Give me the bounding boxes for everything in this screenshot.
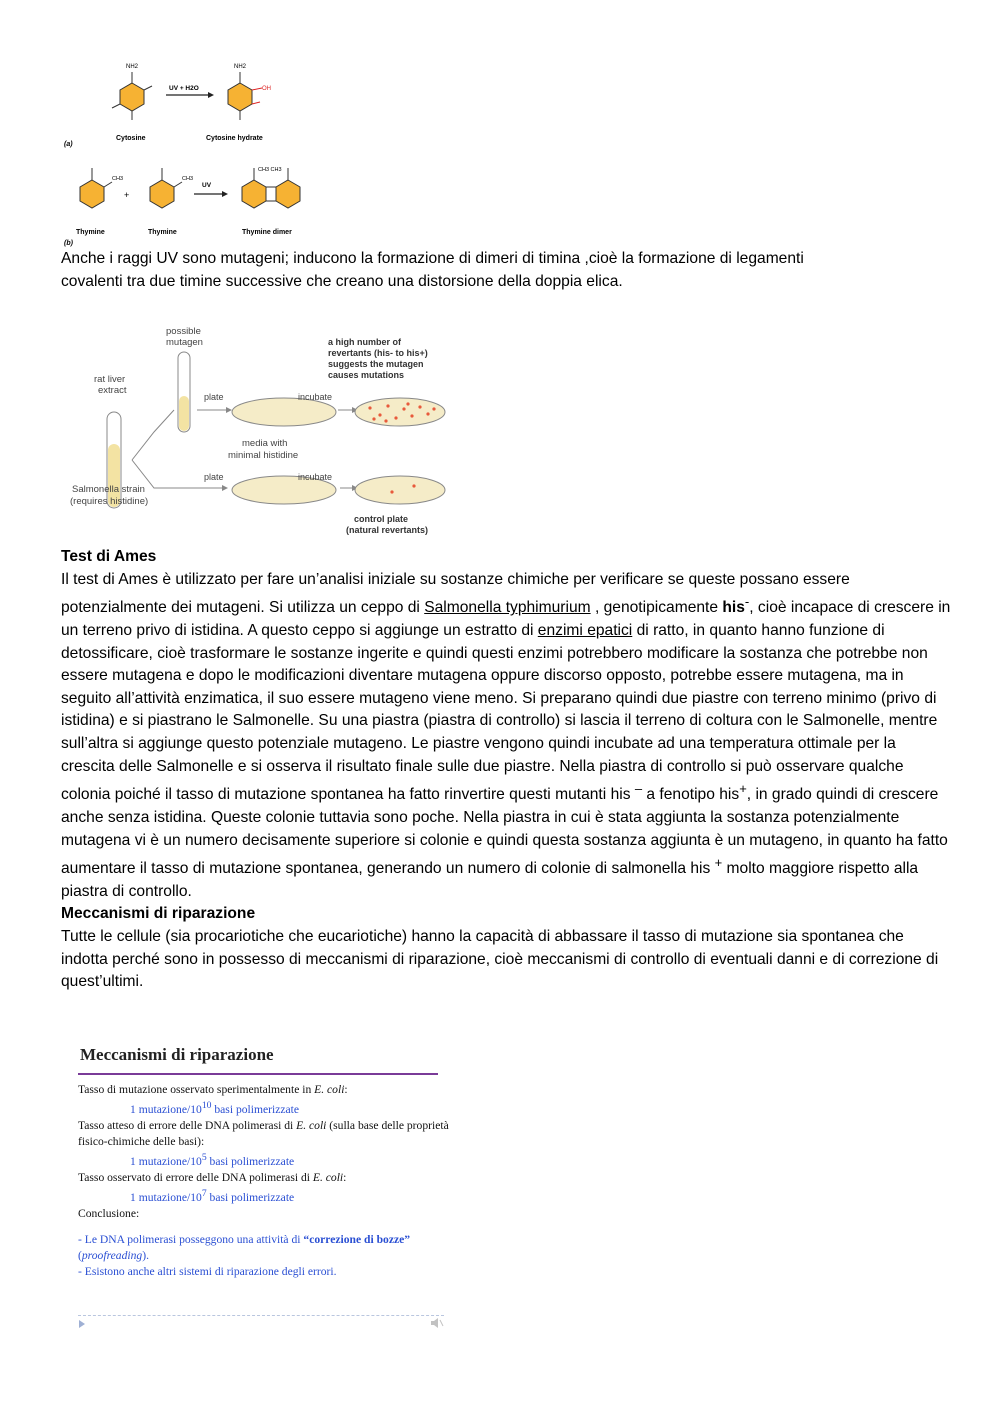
slide-divider [78, 1073, 438, 1075]
ames-text-7: molto maggiore rispetto alla piastra di controllo. [61, 860, 919, 900]
value-text: 1 mutazione/10 [130, 1154, 202, 1168]
high-number-line-2: revertants (his- to his+) [328, 348, 428, 358]
exponent: 7 [201, 1187, 207, 1199]
rat-liver-label: rat liver [94, 374, 126, 385]
salmonella-link: Salmonella typhimurium [424, 599, 591, 617]
value-unit: basi polimerizzate [211, 1102, 300, 1116]
uv-label: UV [202, 182, 212, 189]
slide-title: Meccanismi di riparazione [80, 1045, 274, 1064]
slide-line-3 [78, 1170, 450, 1186]
ch3-label-2: CH3 [182, 176, 194, 182]
slide-footer [78, 1315, 444, 1316]
his-genotype: his [722, 599, 745, 617]
extract-label: extract [98, 385, 127, 396]
slide-text: Tasso di mutazione osservato sperimentalmente in [78, 1083, 315, 1096]
ames-test-figure [62, 320, 452, 540]
thymine-molecule-1 [80, 168, 123, 208]
uv-paragraph-line-2: covalenti tra due timine successive che creano una distorsione della doppia elica. [61, 272, 623, 290]
ecoli-label: E. coli [296, 1118, 327, 1132]
panel-a-label: (a) [64, 141, 73, 148]
plate-top-media [232, 398, 336, 426]
ames-text-2: , genotipicamente [590, 599, 723, 617]
slide-conclusion: Conclusione: [78, 1206, 140, 1220]
high-number-line-1: a high number of [328, 337, 401, 347]
slide-text: Tasso osservato di errore delle DNA polimerasi di [78, 1170, 313, 1184]
repair-paragraph: Tutte le cellule (sia procariotiche che eucariotiche) hanno la capacità di abbassare il tasso di mutazione sia spontanea che indotta perché sono in possesso di meccanismi di riparazione, cioè meccanismi di controllo di eventuali danni e di correzione di quest’ultimi. [61, 928, 939, 991]
thymine-label-2: Thymine [148, 229, 177, 236]
ecoli-label: E. coli [314, 1083, 345, 1096]
uv-damage-figure [58, 58, 338, 250]
his-minus-sup-2: – [634, 781, 643, 797]
incubate-label-top: incubate [298, 392, 333, 402]
slide-value-3 [78, 1186, 450, 1206]
uv-h2o-label: UV + H2O [169, 85, 199, 92]
possible-label: possible [166, 326, 201, 337]
requires-histidine-label: (requires histidine) [70, 496, 149, 507]
ames-heading: Test di Ames [61, 548, 157, 565]
cytosine-molecule [112, 64, 152, 120]
plate-label-top: plate [204, 392, 224, 402]
ch3-label-1: CH3 [112, 176, 124, 182]
ames-section [61, 546, 951, 994]
ames-text-5: a fenotipo his [642, 786, 740, 804]
slide-text: (sulla base delle proprietà fisico-chimiche delle basi): [78, 1118, 449, 1148]
play-icon[interactable] [78, 1319, 86, 1329]
thymine-dimer-molecule [242, 167, 300, 208]
enzimi-epatici: enzimi epatici [537, 621, 633, 639]
ecoli-label: E. coli [312, 1170, 344, 1184]
speaker-icon[interactable] [430, 1317, 444, 1329]
value-unit: basi polimerizzate [206, 1154, 295, 1168]
natural-revertants-label: (natural revertants) [346, 525, 429, 535]
test-plate [355, 398, 445, 426]
control-plate-label: control plate [354, 514, 409, 524]
mutagen-label: mutagen [166, 337, 203, 348]
ames-text-4: di ratto, in quanto hanno funzione di detossificare, cioè trasformare le sostanze ingerite e quindi questi enzimi potrebbero modificare la sostanza che potrebbe non essere mutagena e dopo le modificazioni diventare mutagena oppure discorso opposto, potrebbe essere mutagena, ma in seguito all’attività enzimatica, il suo essere mutageno viene meno. Si preparano quindi due piastre con terreno minimo (privo di istidina) e si piastrano le Salmonelle. Su una piastra (piastra di controllo) si lascia il terreno di coltura con le Salmonelle, mentre sull’altra si aggiunge questo potenziale mutageno. Le piastre vengono quindi incubate ad una temperatura ottimale per la crescita delle Salmonelle e si osserva il risultato finale sulle due piastre. Nella piastra di controllo si può osservare qualche colonia poiché il tasso di mutazione spontanea ha fatto rinvertire questi mutanti his [61, 621, 938, 804]
incubate-label-bottom: incubate [298, 472, 333, 482]
slide-line-2 [78, 1118, 450, 1150]
bullet-italic: proofreading [81, 1248, 143, 1262]
cytosine-label: Cytosine [116, 135, 146, 142]
slide-value-2 [78, 1150, 450, 1170]
thymine-label-1: Thymine [76, 229, 105, 236]
cytosine-hydrate-label: Cytosine hydrate [206, 135, 263, 142]
slide-value-1 [78, 1098, 450, 1118]
uv-paragraph-line-1: Anche i raggi UV sono mutageni; inducono la formazione di dimeri di timina ,cioè la formazione di legamenti [61, 250, 804, 267]
his-plus-sup: + [739, 781, 747, 797]
ames-text-1: Il test di Ames è utilizzato per fare un’analisi iniziale su sostanze chimiche per verificare se queste possano essere potenzialmente dei mutageni. Si utilizza un ceppo di [61, 570, 850, 617]
plate-label-bottom: plate [204, 472, 224, 482]
slide-body [78, 1082, 450, 1280]
value-text: 1 mutazione/10 [130, 1190, 202, 1204]
strain-label: Salmonella strain [72, 484, 145, 495]
bullet-text: - Le DNA polimerasi posseggono una attività di [78, 1232, 304, 1246]
nh2-label: NH2 [126, 64, 139, 70]
slide-bullet-1 [78, 1232, 450, 1264]
bullet-text: ). [142, 1248, 149, 1262]
value-text: 1 mutazione/10 [130, 1102, 202, 1116]
ames-text-6: , in grado quindi di crescere anche senza istidina. Queste colonie tuttavia sono poche. Nella piastra in cui è stata aggiunta la sostanza potenzialmente mutagena vi è un numero decisamente superiore si colonie e quindi questa sostanza aggiunta è un mutageno, in quanto ha fatto aumentare il tasso di mutazione spontanea, generando un numero di colonie di salmonella his [61, 786, 948, 878]
exponent: 10 [201, 1100, 212, 1111]
high-number-line-4: causes mutations [328, 370, 405, 380]
slide-line-1 [78, 1082, 450, 1098]
panel-b-label: (b) [64, 240, 73, 247]
media-label: media with [242, 438, 288, 449]
plus-sign: + [124, 190, 130, 200]
exponent: 5 [201, 1151, 207, 1163]
ames-paragraph [61, 569, 951, 904]
cytosine-hydrate-molecule [228, 64, 271, 120]
ch3-pair-label: CH3 CH3 [258, 167, 282, 173]
repair-slide [68, 1035, 450, 1331]
minimal-histidine-label: minimal histidine [228, 450, 299, 461]
his-plus-sup-2: + [714, 855, 723, 871]
slide-bullet-2: - Esistono anche altri sistemi di riparazione degli errori. [78, 1264, 337, 1278]
bullet-text: ( [78, 1248, 82, 1262]
nh2-label-2: NH2 [234, 64, 247, 70]
mutagen-tube [178, 352, 190, 432]
high-number-line-3: suggests the mutagen [328, 359, 424, 369]
slide-colon: : [344, 1083, 348, 1096]
thymine-dimer-label: Thymine dimer [242, 229, 292, 236]
bullet-bold: “correzione di bozze” [303, 1232, 411, 1246]
slide-colon: : [343, 1170, 347, 1184]
thymine-molecule-2 [150, 168, 193, 208]
control-plate [355, 476, 445, 504]
his-minus-sup: - [744, 594, 750, 610]
slide-text: Tasso atteso di errore delle DNA polimerasi di [78, 1118, 297, 1132]
ames-text-3: , cioè incapace di crescere in un terreno privo di istidina. A questo ceppo si aggiunge un estratto di [61, 599, 951, 639]
value-unit: basi polimerizzate [206, 1190, 295, 1204]
uv-paragraph [61, 248, 951, 293]
repair-heading: Meccanismi di riparazione [61, 905, 256, 923]
oh-label: OH [262, 86, 271, 92]
